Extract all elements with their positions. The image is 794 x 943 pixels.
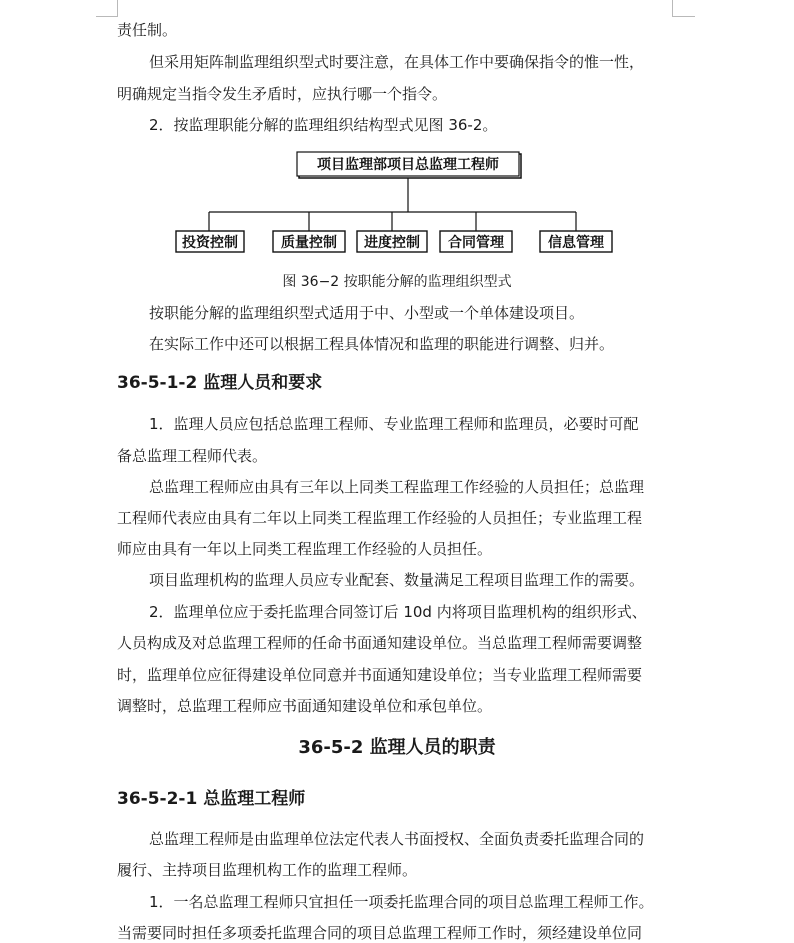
text-line: 但采用矩阵制监理组织型式时要注意，在具体工作中要确保指令的惟一性，	[149, 53, 645, 71]
text-line: 1．监理人员应包括总监理工程师、专业监理工程师和监理员，必要时可配	[149, 415, 639, 433]
child-boxes	[176, 212, 612, 252]
text-line: 总监理工程师是由监理单位法定代表人书面授权、全面负责委托监理合同的	[149, 830, 645, 848]
text-line: 项目监理机构的监理人员应专业配套、数量满足工程项目监理工作的需要。	[149, 571, 645, 589]
org-chart-diagram	[0, 0, 794, 300]
top-box-label: 项目监理部项目总监理工程师	[317, 157, 499, 173]
text-line: 履行、主持项目监理机构工作的监理工程师。	[117, 861, 418, 879]
text-line: 1．一名总监理工程师只宜担任一项委托监理合同的项目总监理工程师工作。	[149, 893, 654, 911]
child-box-label: 信息管理	[548, 235, 604, 251]
figure-caption: 图 36−2 按职能分解的监理组织型式	[282, 274, 512, 290]
section-heading: 36-5-2-1 总监理工程师	[117, 789, 306, 809]
text-line: 人员构成及对总监理工程师的任命书面通知建设单位。当总监理工程师需要调整	[117, 634, 643, 652]
text-line: 总监理工程师应由具有三年以上同类工程监理工作经验的人员担任；总监理	[149, 478, 645, 496]
text-line: 当需要同时担任多项委托监理合同的项目总监理工程师工作时，须经建设单位同	[117, 924, 643, 942]
child-box-label: 进度控制	[364, 235, 420, 251]
text-line: 按职能分解的监理组织型式适用于中、小型或一个单体建设项目。	[149, 304, 585, 322]
child-box-label: 合同管理	[448, 235, 504, 251]
child-box-label: 质量控制	[281, 235, 337, 251]
text-line: 师应由具有一年以上同类工程监理工作经验的人员担任。	[117, 540, 493, 558]
text-line: 责任制。	[117, 21, 178, 39]
text-line: 2．监理单位应于委托监理合同签订后 10d 内将项目监理机构的组织形式、	[149, 603, 647, 621]
text-line: 工程师代表应由具有二年以上同类工程监理工作经验的人员担任；专业监理工程	[117, 509, 643, 527]
chapter-heading: 36-5-2 监理人员的职责	[298, 737, 496, 758]
text-line: 备总监理工程师代表。	[117, 447, 268, 465]
child-box-label: 投资控制	[182, 235, 238, 251]
text-line: 明确规定当指令发生矛盾时，应执行哪一个指令。	[117, 85, 448, 103]
text-line: 时，监理单位应征得建设单位同意并书面通知建设单位；当专业监理工程师需要	[117, 666, 643, 684]
text-line: 在实际工作中还可以根据工程具体情况和监理的职能进行调整、归并。	[149, 335, 615, 353]
text-line: 调整时，总监理工程师应书面通知建设单位和承包单位。	[117, 697, 493, 715]
section-heading: 36-5-1-2 监理人员和要求	[117, 373, 323, 393]
text-line: 2．按监理职能分解的监理组织结构型式见图 36-2。	[149, 116, 498, 134]
